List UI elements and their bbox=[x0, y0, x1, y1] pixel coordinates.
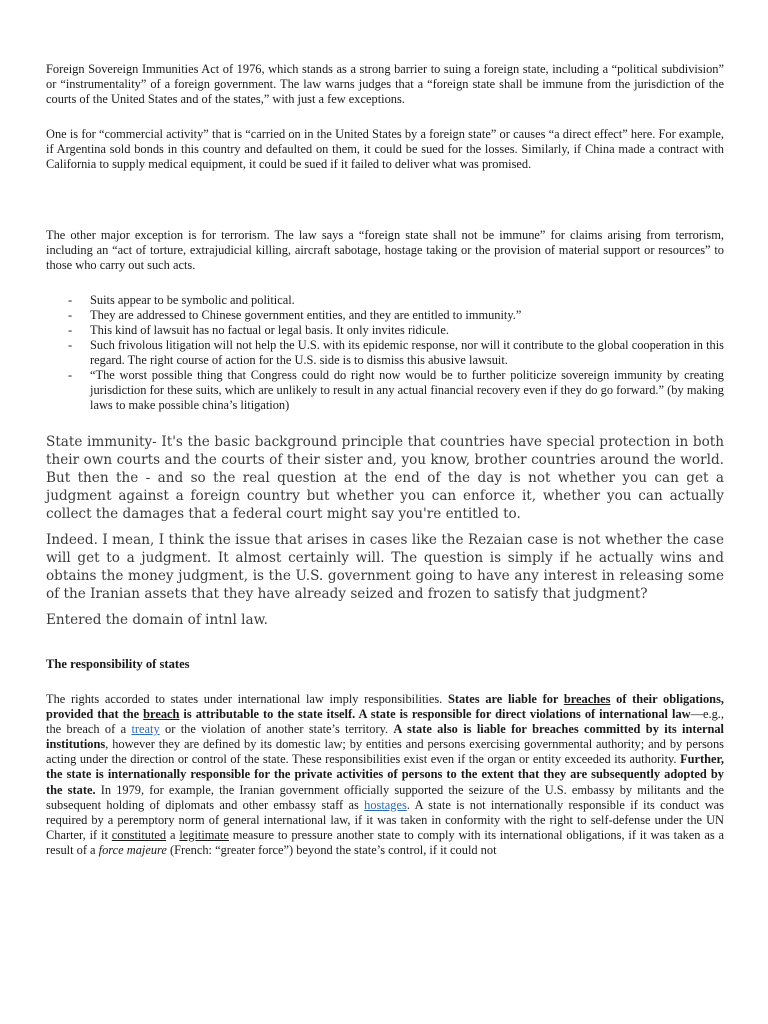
dash-marker: - bbox=[68, 323, 73, 337]
list-item: - “The worst possible thing that Congress could do right now would be to further politicize sovereign immunity by creating jurisdiction for these suits, which are unlikely to result in any actual financial recovery even if they do go forward.” (by making laws to make possible china’s litigation) bbox=[68, 368, 724, 412]
bullet-list bbox=[46, 293, 724, 413]
list-item: - Suits appear to be symbolic and political. bbox=[68, 293, 295, 307]
transcript-note: Entered the domain of intnl law. bbox=[46, 612, 268, 628]
treaty-link[interactable]: treaty bbox=[131, 722, 160, 737]
document-page bbox=[46, 62, 724, 858]
transcript-state-immunity: State immunity- It's the basic background principle that countries have special protection in both their own courts and the courts of their sister and, you know, brother countries around the world. But then the - and so the real question at the end of the day is not whether you can get a judgment against a foreign country but whether you can enforce it, whether you can actually collect the damages that a federal court might say you're entitled to. bbox=[46, 434, 724, 522]
dash-marker: - bbox=[68, 368, 73, 382]
paragraph-commercial-activity: One is for “commercial activity” that is “carried on in the United States by a foreign state” or causes “a direct effect” here. For example, if Argentina sold bonds in this country and defaulted on them, it could be sued for the losses. Similarly, if China made a contract with California to supply medical equipment, it could be sued if it failed to deliver what was promised. bbox=[46, 127, 724, 171]
list-item: - They are addressed to Chinese government entities, and they are entitled to immunity.” bbox=[68, 308, 522, 322]
paragraph-fsia: Foreign Sovereign Immunities Act of 1976, which stands as a strong barrier to suing a foreign state, including a “political subdivision” or “instrumentality” of a foreign government. The law warns judges that a “foreign state shall be immune from the jurisdiction of the courts of the United States and of the states,” with just a few exceptions. bbox=[46, 62, 724, 106]
dash-marker: - bbox=[68, 338, 73, 352]
list-item: - Such frivolous litigation will not help the U.S. with its epidemic response, nor will it contribute to the global cooperation in this regard. The right course of action for the U.S. side is to dismiss this abusive lawsuit. bbox=[68, 338, 724, 367]
paragraph-terrorism-exception: The other major exception is for terrorism. The law says a “foreign state shall not be immune” for claims arising from terrorism, including an “act of torture, extrajudicial killing, aircraft sabotage, hostage taking or the provision of material support or resources” to those who carry out such acts. bbox=[46, 228, 724, 272]
list-item: - This kind of lawsuit has no factual or legal basis. It only invites ridicule. bbox=[68, 323, 449, 337]
paragraph-state-responsibility: The rights accorded to states under international law imply responsibilities. States are liable for breaches of their obligations, provided that the breach is attributable to the state itself. A state is responsible for direct violations of international law—e.g., the breach of a treaty or the violation of another state’s territory. A state also is liable for breaches committed by its internal institutions, however they are defined by its domestic law; by entities and persons exercising governmental authority; and by persons acting under the direction or control of the state. These responsibilities exist even if the organ or entity exceeded its authority. Further, the state is internationally responsible for the private activities of persons to the extent that they are subsequently adopted by the state. In 1979, for example, the Iranian government officially supported the seizure of the U.S. embassy by militants and the subsequent holding of diplomats and other embassy staff as hostages. A state is not internationally responsible if its conduct was required by a peremptory norm of general international law, if it was taken in conformity with the right to self-defense under the UN Charter, if it constituted a legitimate measure to pressure another state to comply with its international obligations, if it was taken as a result of a force majeure (French: “greater force”) beyond the state’s control, if it could not bbox=[46, 692, 725, 857]
dash-marker: - bbox=[68, 308, 73, 322]
transcript-rezaian-case: Indeed. I mean, I think the issue that arises in cases like the Rezaian case is not whether the case will get to a judgment. It almost certainly will. The question is simply if he actually wins and obtains the money judgment, is the U.S. government going to have any interest in releasing some of the Iranian assets that they have already seized and frozen to satisfy that judgment? bbox=[46, 532, 724, 602]
section-heading: The responsibility of states bbox=[46, 657, 190, 671]
dash-marker: - bbox=[68, 293, 73, 307]
hostages-link[interactable]: hostages bbox=[364, 797, 407, 812]
